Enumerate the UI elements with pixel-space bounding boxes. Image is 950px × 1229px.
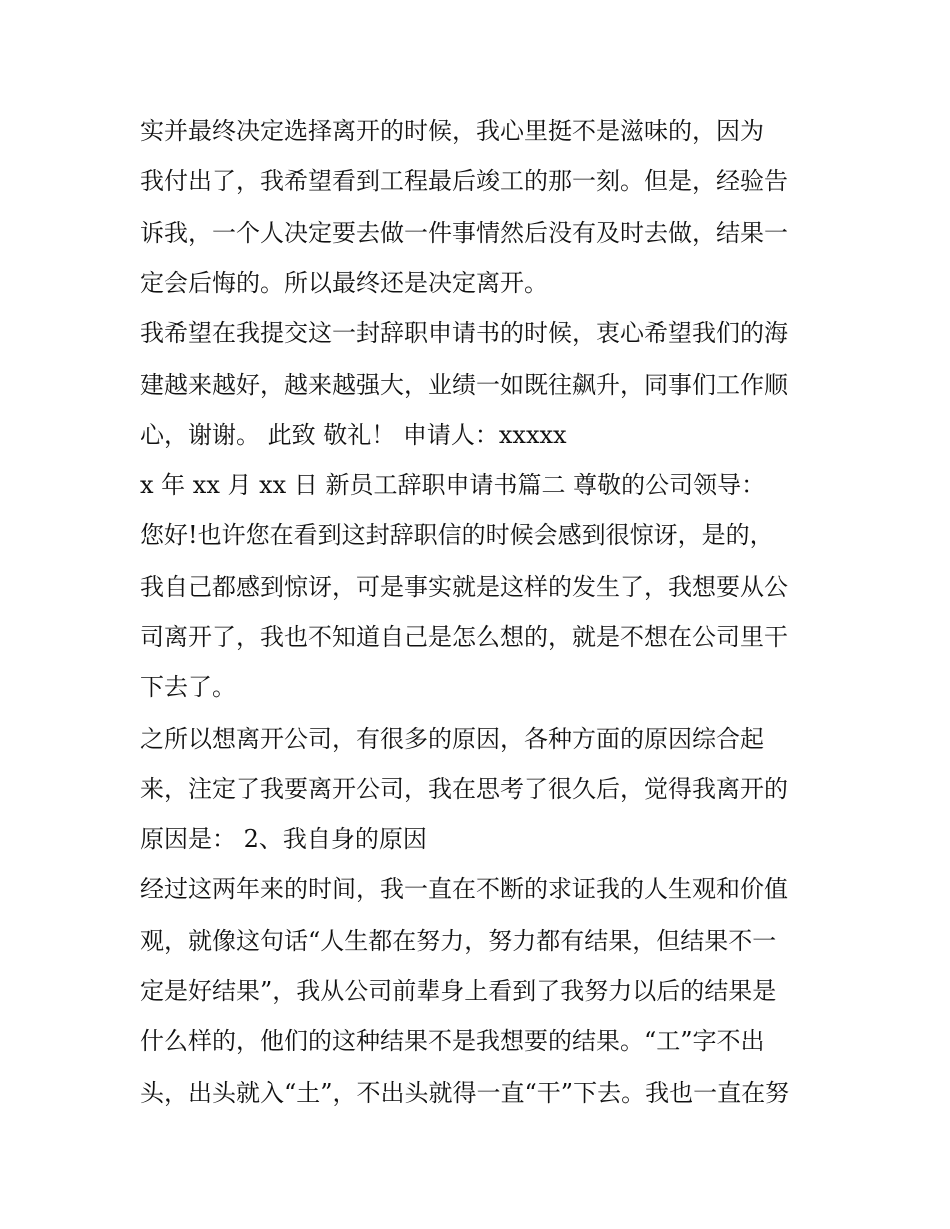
- text-line: 定是好结果”，我从公司前辈身上看到了我努力以后的结果是: [140, 977, 777, 1005]
- text-line: 我付出了，我希望看到工程最后竣工的那一刻。但是，经验告: [140, 167, 788, 195]
- text-line: 原因是： 2、我自身的原因: [140, 825, 427, 853]
- text-line: 我希望在我提交这一封辞职申请书的时候，衷心希望我们的海: [140, 319, 788, 347]
- text-line: 司离开了，我也不知道自己是怎么想的，就是不想在公司里干: [140, 623, 788, 651]
- text-line: 经过这两年来的时间，我一直在不断的求证我的人生观和价值: [140, 875, 788, 903]
- text-line: x 年 xx 月 xx 日 新员工辞职申请书篇二 尊敬的公司领导：: [140, 471, 766, 499]
- text-line: 下去了。: [140, 673, 236, 701]
- text-line: 我自己都感到惊讶，可是事实就是这样的发生了，我想要从公: [140, 573, 788, 601]
- text-line: 头，出头就入“土”，不出头就得一直“干”下去。我也一直在努: [140, 1079, 790, 1107]
- text-line: 来，注定了我要离开公司，我在思考了很久后，觉得我离开的: [140, 775, 788, 803]
- text-line: 观，就像这句话“人生都在努力，努力都有结果，但结果不一: [140, 927, 777, 955]
- text-line: 心，谢谢。 此致 敬礼！ 申请人：xxxxx: [140, 421, 567, 449]
- text-line: 定会后悔的。所以最终还是决定离开。: [140, 269, 548, 297]
- text-line: 您好!也许您在看到这封辞职信的时候会感到很惊讶，是的，: [140, 521, 774, 549]
- text-line: 诉我，一个人决定要去做一件事情然后没有及时去做，结果一: [140, 219, 788, 247]
- text-line: 实并最终决定选择离开的时候，我心里挺不是滋味的，因为: [140, 117, 764, 145]
- text-line: 建越来越好，越来越强大，业绩一如既往飙升，同事们工作顺: [140, 371, 788, 399]
- text-line: 之所以想离开公司，有很多的原因，各种方面的原因综合起: [140, 725, 764, 753]
- text-line: 什么样的，他们的这种结果不是我想要的结果。“工”字不出: [140, 1027, 765, 1055]
